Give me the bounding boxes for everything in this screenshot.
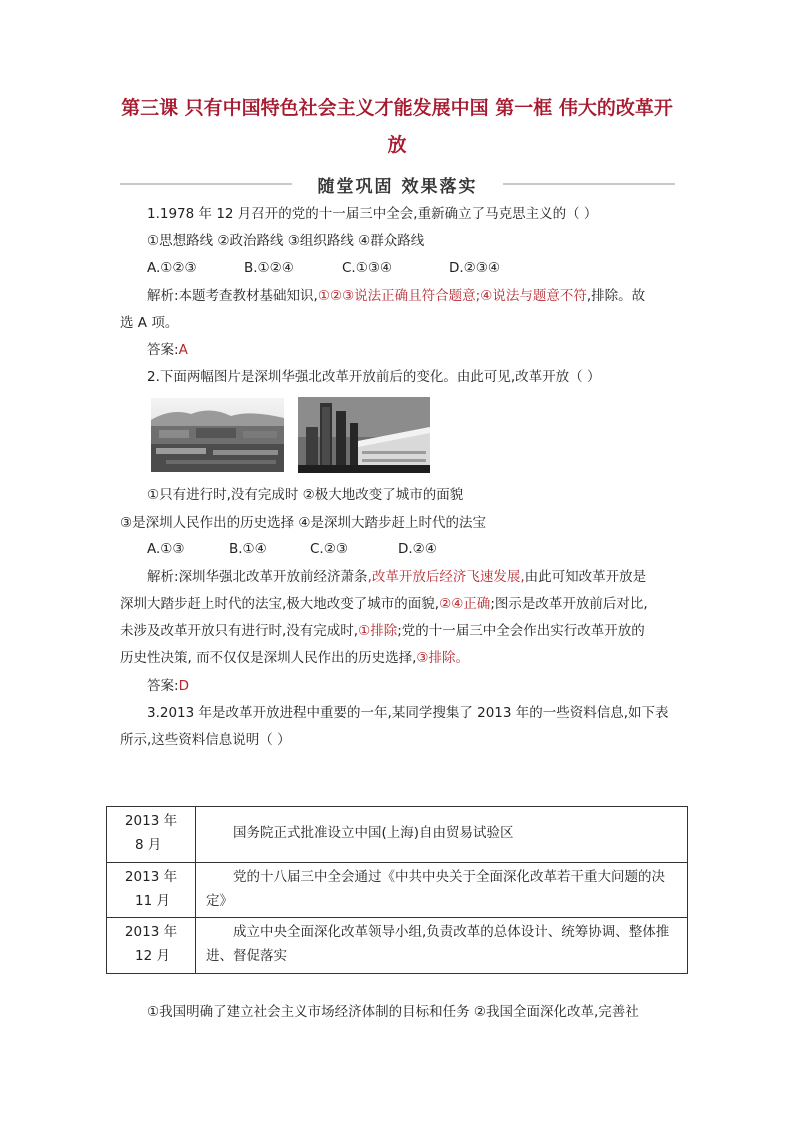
table-row xyxy=(107,918,688,974)
table-row xyxy=(107,807,688,863)
q2-choice-d: D.②④ xyxy=(398,541,437,557)
page-title: 第三课 只有中国特色社会主义才能发展中国 第一框 伟大的改革开 xyxy=(121,97,673,119)
table-cell-date xyxy=(107,863,196,918)
q3-options-1: ①我国明确了建立社会主义市场经济体制的目标和任务 ②我国全面深化改革,完善社 xyxy=(147,1004,639,1020)
q2-analysis-text: 由此可知改革开放是 xyxy=(524,569,647,585)
q2-analysis-text: ;党的十一届三中全会作出实行改革开放的 xyxy=(397,623,645,639)
banner-rule-left xyxy=(120,183,292,185)
table-month: 12 月 xyxy=(135,948,170,964)
q2-choice-c: C.②③ xyxy=(310,541,348,557)
table-cell-date xyxy=(107,918,196,974)
q2-analysis-3 xyxy=(120,622,645,640)
q1-choice-b: B.①②④ xyxy=(244,260,294,276)
q2-analysis-key: ③排除。 xyxy=(416,650,469,666)
q1-choice-d: D.②③④ xyxy=(449,260,500,276)
table-year: 2013 年 xyxy=(124,924,178,940)
table-cell-date xyxy=(107,807,196,863)
page-title-continued: 放 xyxy=(387,134,407,156)
q1-answer xyxy=(147,341,188,359)
q1-answer-label: 答案: xyxy=(147,342,179,358)
photo-before xyxy=(151,398,284,472)
q2-analysis-1 xyxy=(147,568,646,586)
table-content: 成立中央全面深化改革领导小组,负责改革的总体设计、统筹协调、整体推进、督促落实 xyxy=(206,924,670,964)
table-content: 国务院正式批准设立中国(上海)自由贸易试验区 xyxy=(233,825,514,841)
q2-analysis-text: 深圳华强北改革开放前经济萧条 xyxy=(178,569,368,585)
q1-choice-c: C.①③④ xyxy=(342,260,393,276)
q2-analysis-text: 历史性决策, 而不仅仅是深圳人民作出的历史选择, xyxy=(120,650,417,666)
q2-analysis-text: 深圳大踏步赶上时代的法宝,极大地改变了城市的面貌, xyxy=(120,596,440,612)
info-table xyxy=(106,806,688,974)
q1-options: ①思想路线 ②政治路线 ③组织路线 ④群众路线 xyxy=(147,233,425,249)
q2-analysis-key: ②④正确 xyxy=(439,596,491,612)
q2-stem: 2.下面两幅图片是深圳华强北改革开放前后的变化。由此可见,改革开放（ ） xyxy=(147,369,601,385)
table-month: 11 月 xyxy=(135,893,170,909)
q2-analysis-text: 未涉及改革开放只有进行时,没有完成时, xyxy=(120,623,359,639)
photo-before-image xyxy=(151,398,284,472)
banner-rule-right xyxy=(503,183,675,185)
q1-analysis-label: 解析: xyxy=(147,288,179,304)
q3-stem-1: 3.2013 年是改革开放进程中重要的一年,某同学搜集了 2013 年的一些资料信息,如下表 xyxy=(147,705,669,721)
q2-analysis-text: ;图示是改革开放前后对比, xyxy=(490,596,648,612)
q2-analysis-key: ①排除 xyxy=(358,623,398,639)
q2-analysis-key: ,改革开放后经济飞速发展, xyxy=(367,569,525,585)
section-banner xyxy=(120,172,675,196)
q1-analysis-suffix: ,排除。故 xyxy=(586,288,646,304)
q2-choice-a: A.①③ xyxy=(147,541,185,557)
q2-answer-value: D xyxy=(178,678,189,694)
q1-analysis-key: ①②③说法正确且符合题意;④说法与题意不符 xyxy=(317,288,587,304)
q1-analysis-prefix: 本题考查教材基础知识, xyxy=(178,288,318,304)
q2-answer xyxy=(147,677,189,695)
table-cell-content xyxy=(196,807,688,863)
q1-stem: 1.1978 年 12 月召开的党的十一届三中全会,重新确立了马克思主义的（ ） xyxy=(147,206,598,222)
q2-choice-b: B.①④ xyxy=(229,541,267,557)
q2-analysis-4 xyxy=(120,649,469,667)
q2-options-2: ③是深圳人民作出的历史选择 ④是深圳大踏步赶上时代的法宝 xyxy=(120,515,486,531)
q1-answer-value: A xyxy=(178,342,188,358)
table-month: 8 月 xyxy=(135,837,162,853)
photo-after xyxy=(298,397,430,473)
table-row xyxy=(107,863,688,918)
q2-analysis-2 xyxy=(120,595,648,613)
q3-stem-2: 所示,这些资料信息说明（ ） xyxy=(120,732,291,748)
q1-analysis xyxy=(147,287,645,305)
q2-options-1: ①只有进行时,没有完成时 ②极大地改变了城市的面貌 xyxy=(147,487,464,503)
table-cell-content xyxy=(196,863,688,918)
photo-after-image xyxy=(298,397,430,473)
table-cell-content xyxy=(196,918,688,974)
q2-analysis-label: 解析: xyxy=(147,569,179,585)
table-year: 2013 年 xyxy=(124,869,178,885)
q2-answer-label: 答案: xyxy=(147,678,179,694)
table-content: 党的十八届三中全会通过《中共中央关于全面深化改革若干重大问题的决定》 xyxy=(206,869,665,909)
table-year: 2013 年 xyxy=(124,813,178,829)
q1-choice-a: A.①②③ xyxy=(147,260,197,276)
q1-analysis-cont: 选 A 项。 xyxy=(120,315,179,331)
banner-text: 随堂巩固 效果落实 xyxy=(317,177,478,197)
